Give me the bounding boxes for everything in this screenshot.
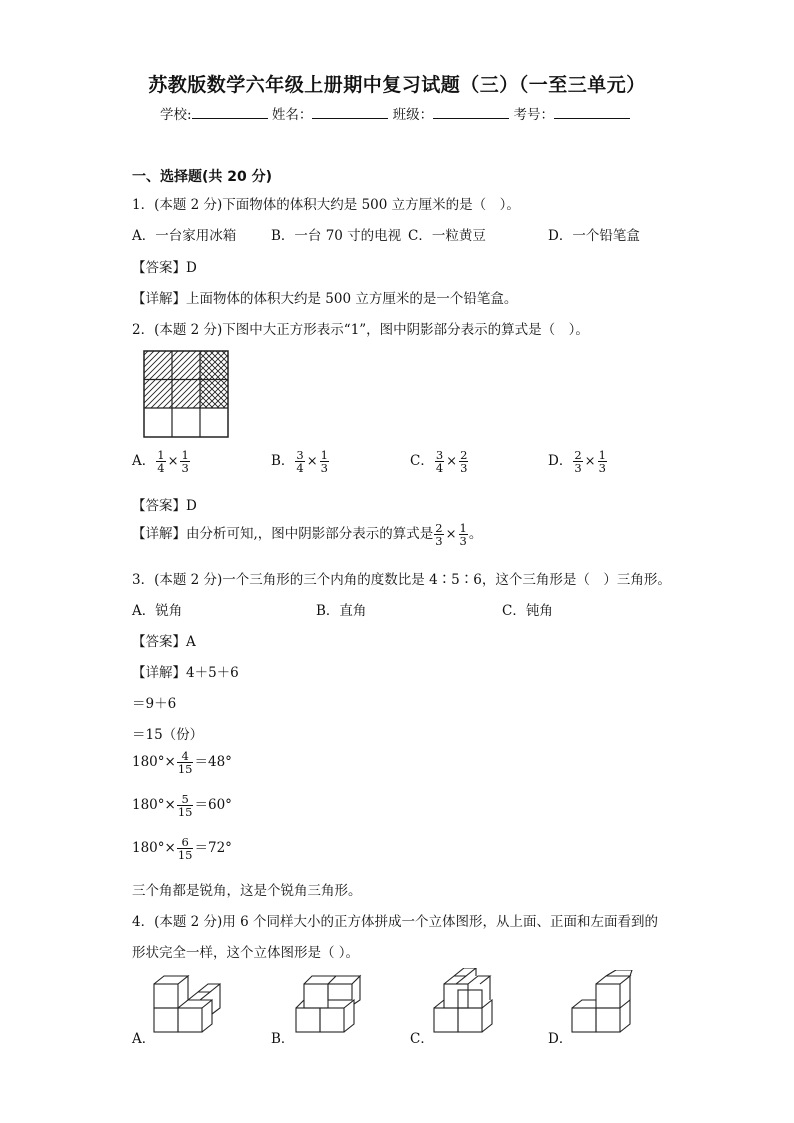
number-blank[interactable]	[554, 105, 630, 119]
q2-detail: 【详解】由分析可知,，图中阴影部分表示的算式是 $\frac{2}{3}$ × $\frac{1}{3}$ 。	[132, 521, 483, 548]
page-title: 苏教版数学六年级上册期中复习试题（三）（一至三单元）	[148, 74, 646, 96]
q3-option-a: A．锐角	[132, 603, 183, 619]
q1-option-a: A．一台家用冰箱	[132, 228, 237, 244]
section-choice-heading: 一、选择题(共 20 分)	[132, 169, 273, 185]
q2-answer: 【答案】D	[132, 498, 197, 514]
q3-detail-line3: ＝15（份）	[132, 727, 204, 743]
q3-detail-line2: ＝9＋6	[132, 696, 177, 712]
school-label: 学校:	[160, 107, 192, 123]
q1-option-b: B．一台 70 寸的电视	[271, 228, 402, 244]
q3-option-c: C．钝角	[502, 603, 553, 619]
q4-option-c: C．	[410, 1031, 434, 1047]
q1-detail: 【详解】上面物体的体积大约是 500 立方厘米的是一个铅笔盒。	[132, 291, 518, 307]
q4-figure-a	[150, 970, 222, 1036]
q1-answer: 【答案】D	[132, 260, 197, 276]
name-blank[interactable]	[312, 105, 388, 119]
q2-option-c: C． $\frac{3}{4}$ × $\frac{2}{3}$	[410, 448, 468, 475]
school-blank[interactable]	[192, 105, 268, 119]
q2-stem: 2．(本题 2 分)下图中大正方形表示“1”，图中阴影部分表示的算式是（ ）。	[132, 322, 589, 338]
q3-calc-3: 180°× $\frac{6}{15}$ ＝72°	[132, 835, 232, 862]
q4-figure-b	[290, 970, 362, 1036]
q2-option-d: D． $\frac{2}{3}$ × $\frac{1}{3}$	[548, 448, 606, 475]
q4-figure-c	[430, 968, 502, 1036]
q4-option-a: A．	[132, 1031, 156, 1047]
q1-option-c: C．一粒黄豆	[408, 228, 486, 244]
q3-calc-2: 180°× $\frac{5}{15}$ ＝60°	[132, 792, 232, 819]
q3-detail-line1: 【详解】4＋5＋6	[132, 665, 239, 681]
class-label: 班级：	[392, 107, 434, 123]
q3-conclusion: 三个角都是锐角，这是个锐角三角形。	[132, 883, 362, 899]
q3-answer: 【答案】A	[132, 634, 196, 650]
q4-stem-line2: 形状完全一样，这个立体图形是（ ）。	[132, 945, 360, 961]
name-label: 姓名：	[271, 107, 313, 123]
q2-grid-figure	[143, 350, 229, 438]
q3-calc-1: 180°× $\frac{4}{15}$ ＝48°	[132, 749, 232, 776]
class-blank[interactable]	[433, 105, 509, 119]
q4-option-b: B．	[271, 1031, 295, 1047]
student-info-row	[160, 103, 630, 123]
q4-figure-d	[568, 970, 640, 1036]
q1-stem: 1．(本题 2 分)下面物体的体积大约是 500 立方厘米的是（ ）。	[132, 197, 520, 213]
q4-option-d: D．	[548, 1031, 573, 1047]
q3-option-b: B．直角	[316, 603, 367, 619]
q3-stem: 3．(本题 2 分)一个三角形的三个内角的度数比是 4∶5∶6，这个三角形是（ ）三角形。	[132, 572, 671, 588]
q2-option-a: A． $\frac{1}{4}$ × $\frac{1}{3}$	[132, 448, 189, 475]
q1-option-d: D．一个铅笔盒	[548, 228, 640, 244]
q4-stem-line1: 4．(本题 2 分)用 6 个同样大小的正方体拼成一个立体图形，从上面、正面和左面看到的	[132, 914, 658, 930]
number-label: 考号：	[513, 107, 554, 123]
q2-option-b: B． $\frac{3}{4}$ × $\frac{1}{3}$	[271, 448, 328, 475]
